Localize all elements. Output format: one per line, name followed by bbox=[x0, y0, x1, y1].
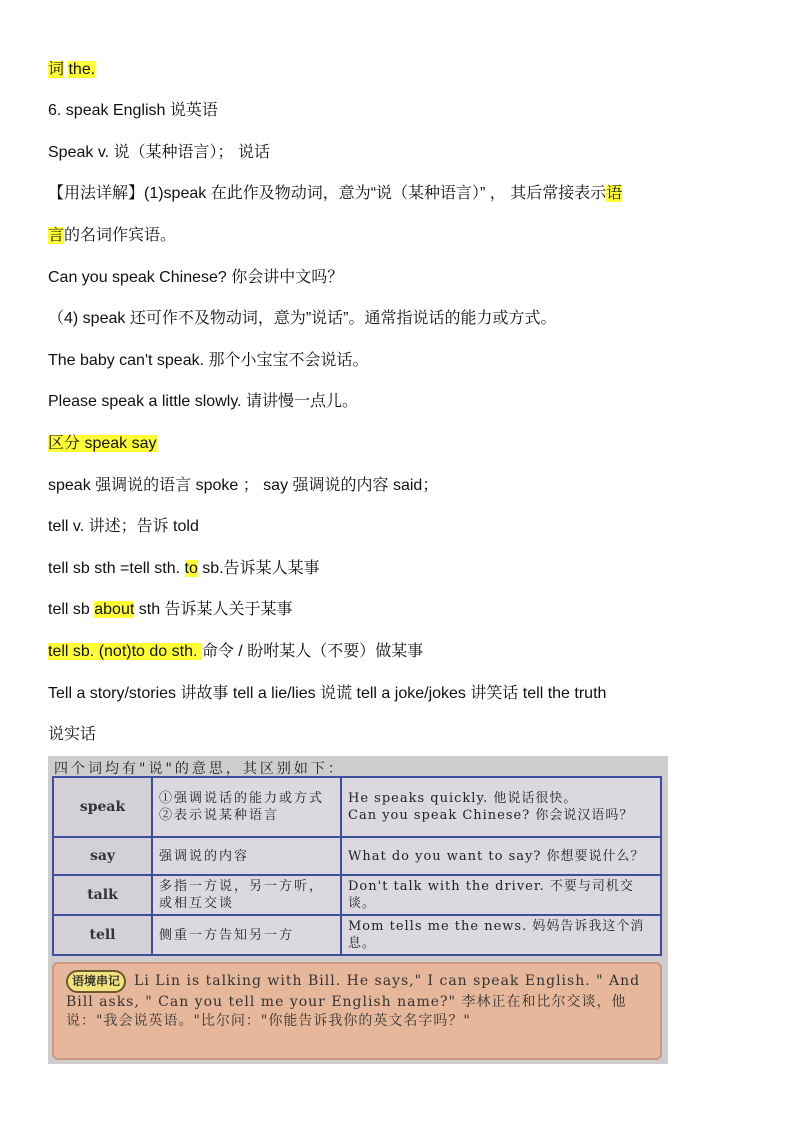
l13-text-a: tell sb sth =tell sth. bbox=[48, 560, 185, 577]
highlight-tell-to-do: tell sb. (not)to do sth. bbox=[48, 643, 202, 660]
line-13 bbox=[48, 558, 320, 580]
usage-text-cont: 的名词作宾语。 bbox=[64, 227, 177, 244]
scanned-textbook-image bbox=[48, 756, 668, 1064]
highlight-ci: 词 bbox=[48, 61, 65, 78]
photo-heading: 四个词均有"说"的意思，其区别如下： bbox=[54, 761, 345, 777]
table-row bbox=[53, 875, 661, 915]
story-badge: 语境串记 bbox=[66, 970, 126, 993]
line-9-example: Please speak a little slowly. 请讲慢一点儿。 bbox=[48, 393, 359, 410]
line-17: 说实话 bbox=[48, 726, 97, 743]
l14-text-c: sth 告诉某人关于某事 bbox=[134, 601, 293, 618]
l13-text-c: sb.告诉某人某事 bbox=[197, 560, 320, 577]
highlight-the: the. bbox=[68, 61, 96, 78]
row-example: What do you want to say? 你想要说什么？ bbox=[341, 837, 661, 875]
row-usage: ①强调说话的能力或方式 ②表示说某种语言 bbox=[152, 777, 341, 837]
line-16: Tell a story/stories 讲故事 tell a lie/lies 说谎 tell a joke/jokes 讲笑话 tell the truth bbox=[48, 685, 607, 702]
table-row bbox=[53, 837, 661, 875]
l15-text-b: 命令 / 盼咐某人（不要）做某事 bbox=[201, 643, 424, 660]
line-5-usage-cont bbox=[48, 225, 176, 247]
highlight-yu: 语 bbox=[606, 185, 623, 202]
line-6-example: Can you speak Chinese? 你会讲中文吗？ bbox=[48, 269, 344, 286]
story-text: Li Lin is talking with Bill. He says," I can speak English. " And Bill asks, " Can you tell me your English name?" 李林正在和比尔交谈，他说："我会说英语。"比尔问："你能告诉我你的英文名字吗？" bbox=[66, 973, 641, 1029]
line-10-compare bbox=[48, 433, 157, 455]
l14-text-a: tell sb bbox=[48, 601, 95, 618]
row-usage: 多指一方说，另一方听，或相互交谈 bbox=[152, 875, 341, 915]
row-usage: 侧重一方告知另一方 bbox=[152, 915, 341, 955]
row-example: He speaks quickly. 他说话很快。 Can you speak Chinese? 你会说汉语吗？ bbox=[341, 777, 661, 837]
table-row bbox=[53, 777, 661, 837]
row-word: speak bbox=[53, 777, 152, 837]
line-3-definition: Speak v. 说（某种语言）； 说话 bbox=[48, 144, 270, 161]
context-story-box bbox=[52, 962, 662, 1060]
line-14 bbox=[48, 599, 293, 621]
table-row bbox=[53, 915, 661, 955]
row-word: tell bbox=[53, 915, 152, 955]
line-7-usage: （4) speak 还可作不及物动词，意为”说话”。通常指说话的能力或方式。 bbox=[48, 310, 557, 327]
line-1 bbox=[48, 59, 95, 81]
usage-text: 【用法详解】(1)speak 在此作及物动词，意为“说（某种语言）” ， 其后常接表示 bbox=[48, 185, 607, 202]
row-word: say bbox=[53, 837, 152, 875]
line-12: tell v. 讲述；告诉 told bbox=[48, 518, 199, 535]
comparison-table bbox=[52, 776, 662, 956]
highlight-compare: 区分 speak say bbox=[48, 435, 157, 452]
highlight-to: to bbox=[184, 560, 198, 577]
line-15 bbox=[48, 641, 423, 663]
highlight-about: about bbox=[94, 601, 135, 618]
row-example: Mom tells me the news. 妈妈告诉我这个消息。 bbox=[341, 915, 661, 955]
row-word: talk bbox=[53, 875, 152, 915]
highlight-yan: 言 bbox=[48, 227, 65, 244]
line-8-example: The baby can't speak. 那个小宝宝不会说话。 bbox=[48, 352, 369, 369]
row-usage: 强调说的内容 bbox=[152, 837, 341, 875]
line-11: speak 强调说的语言 spoke ； say 强调说的内容 said； bbox=[48, 477, 439, 494]
line-2-heading: 6. speak English 说英语 bbox=[48, 102, 218, 119]
row-example: Don't talk with the driver. 不要与司机交谈。 bbox=[341, 875, 661, 915]
line-4-usage bbox=[48, 183, 622, 205]
